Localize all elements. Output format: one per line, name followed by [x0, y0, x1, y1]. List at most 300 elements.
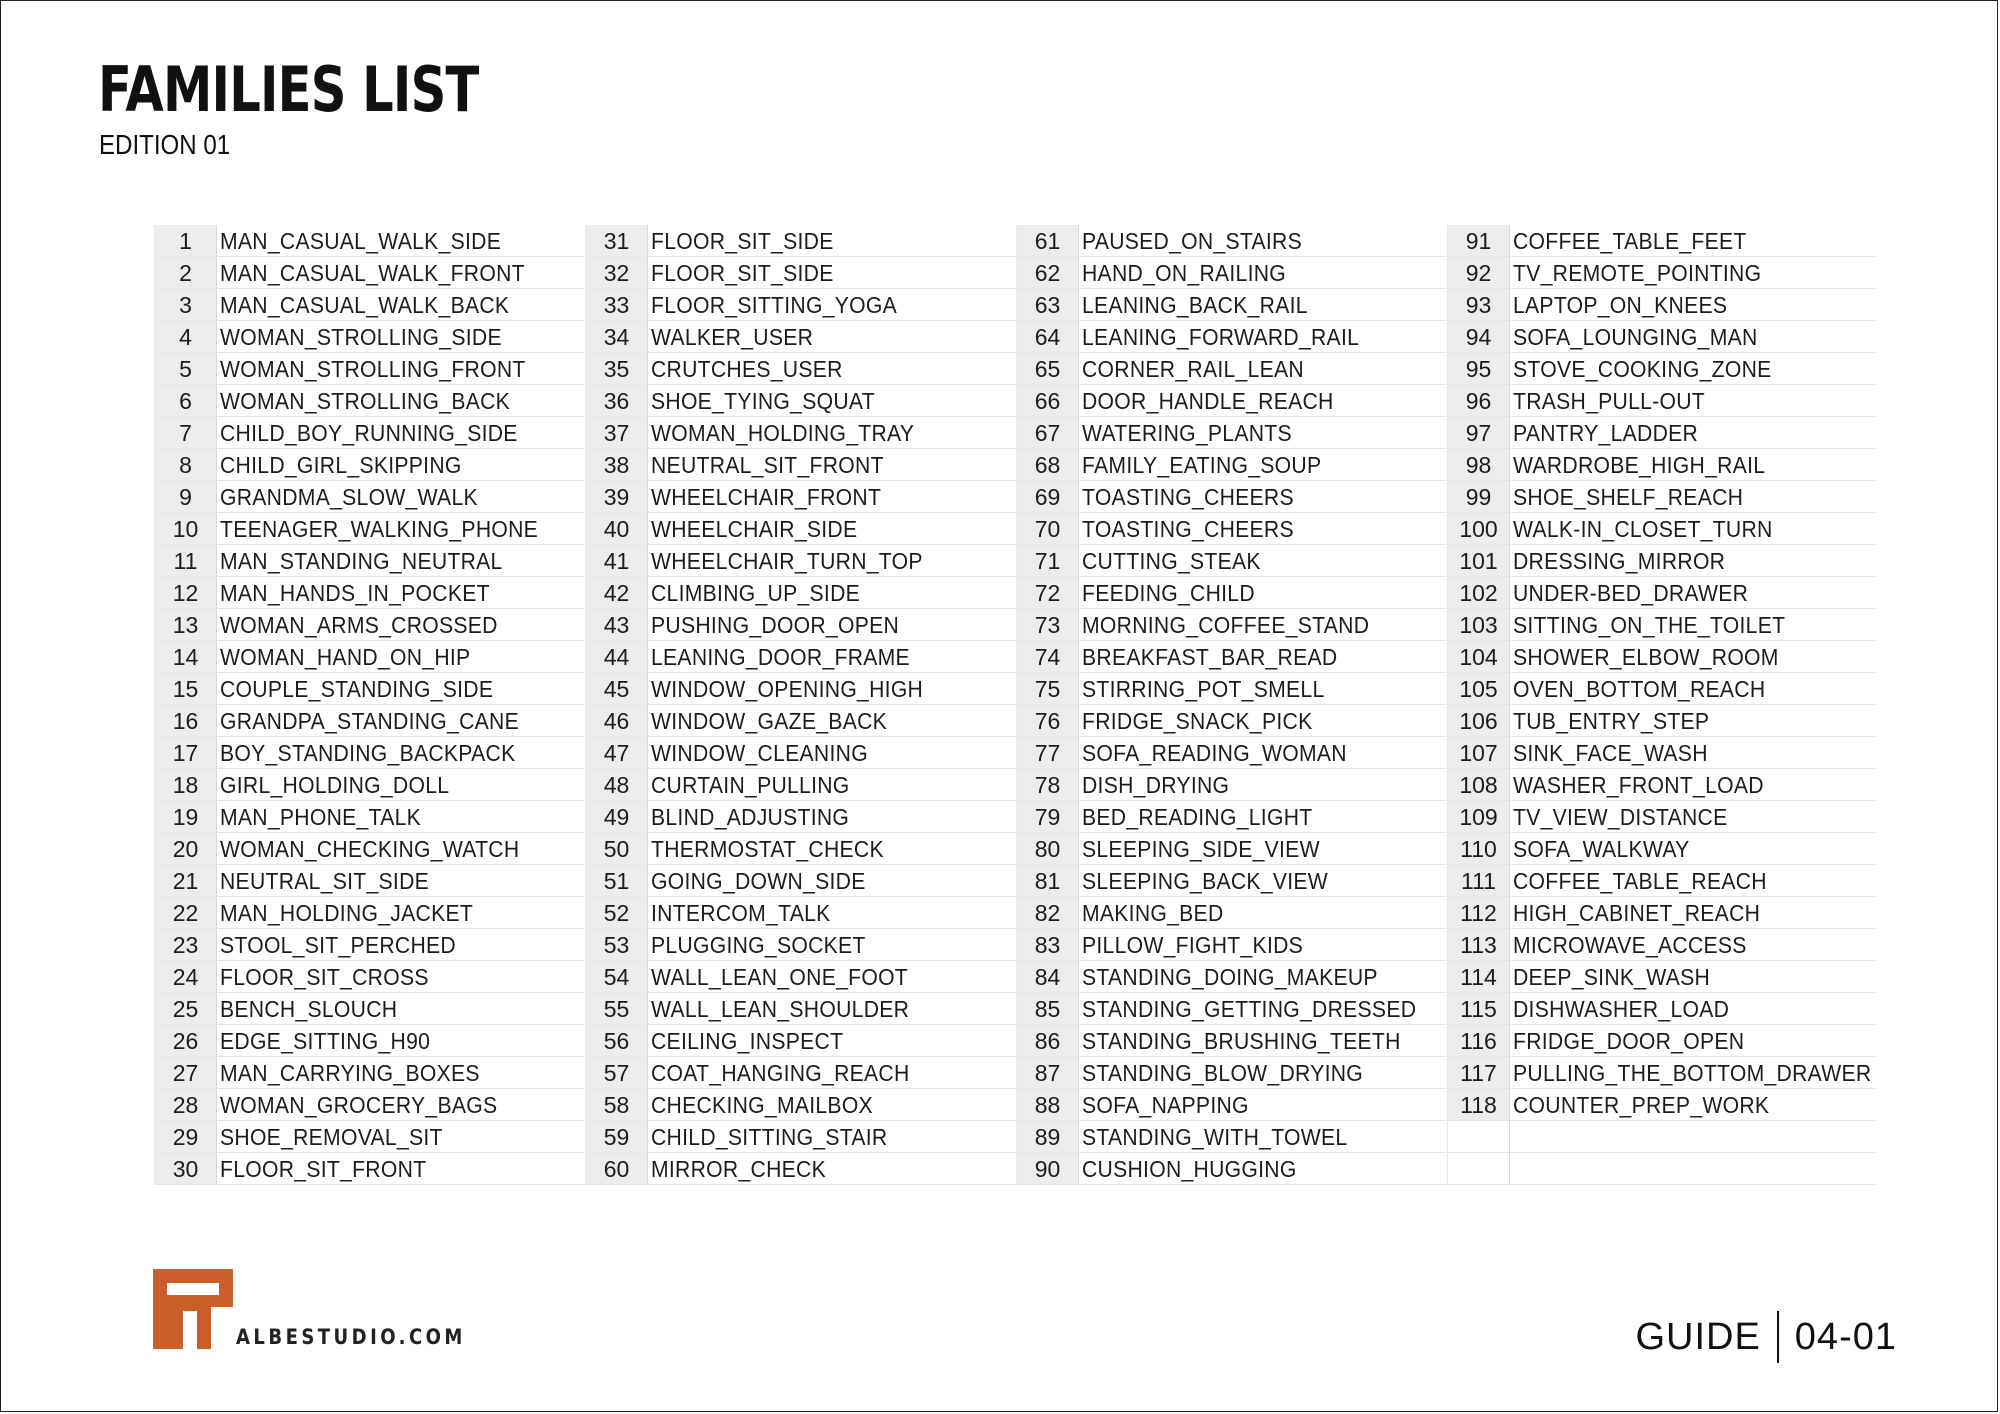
family-name-cell	[1079, 417, 1446, 448]
table-row	[154, 641, 584, 673]
table-row	[585, 513, 1015, 545]
family-name-cell	[217, 545, 584, 576]
table-row	[1016, 1025, 1446, 1057]
family-name: LEANING_DOOR_FRAME	[651, 644, 910, 670]
row-number: 55	[585, 993, 648, 1024]
row-number: 81	[1016, 865, 1079, 896]
table-row	[1016, 513, 1446, 545]
family-name: STIRRING_POT_SMELL	[1082, 676, 1325, 702]
family-name: TEENAGER_WALKING_PHONE	[220, 516, 539, 542]
table-row	[1016, 737, 1446, 769]
family-name-cell	[1079, 801, 1446, 832]
family-name-cell	[217, 961, 584, 992]
family-name: CLIMBING_UP_SIDE	[651, 580, 861, 606]
table-row	[1447, 353, 1877, 385]
family-name-cell	[1079, 353, 1446, 384]
family-name: FAMILY_EATING_SOUP	[1082, 452, 1322, 478]
table-row	[1447, 1121, 1877, 1153]
family-name: BREAKFAST_BAR_READ	[1082, 644, 1338, 670]
family-name: SOFA_NAPPING	[1082, 1092, 1249, 1118]
row-number: 63	[1016, 289, 1079, 320]
family-name-cell	[217, 929, 584, 960]
row-number: 74	[1016, 641, 1079, 672]
table-row	[154, 1153, 584, 1185]
table-row	[1016, 385, 1446, 417]
table-row	[1016, 1121, 1446, 1153]
family-name: WOMAN_CHECKING_WATCH	[220, 836, 520, 862]
table-row	[154, 577, 584, 609]
table-row	[1447, 1089, 1877, 1121]
family-name-cell	[217, 865, 584, 896]
family-name-cell	[648, 225, 1015, 256]
table-row	[585, 1057, 1015, 1089]
table-row	[154, 1025, 584, 1057]
logo-mark	[153, 1269, 233, 1349]
family-name: FLOOR_SIT_SIDE	[651, 228, 834, 254]
row-number: 82	[1016, 897, 1079, 928]
table-row	[1016, 481, 1446, 513]
table-row	[1447, 449, 1877, 481]
family-name-cell	[217, 801, 584, 832]
albestudio-logo-icon	[153, 1269, 233, 1349]
table-row	[585, 353, 1015, 385]
row-number: 84	[1016, 961, 1079, 992]
row-number: 48	[585, 769, 648, 800]
row-number: 99	[1447, 481, 1510, 512]
family-name: COUPLE_STANDING_SIDE	[220, 676, 494, 702]
family-name: WALK-IN_CLOSET_TURN	[1513, 516, 1773, 542]
row-number: 80	[1016, 833, 1079, 864]
row-number: 103	[1447, 609, 1510, 640]
family-name-cell	[648, 321, 1015, 352]
family-name-cell	[648, 961, 1015, 992]
row-number: 6	[154, 385, 217, 416]
row-number: 96	[1447, 385, 1510, 416]
family-name: STOOL_SIT_PERCHED	[220, 932, 456, 958]
table-row	[1016, 865, 1446, 897]
table-row	[585, 865, 1015, 897]
families-column-1	[154, 225, 584, 1185]
table-row	[1447, 705, 1877, 737]
table-row	[1016, 897, 1446, 929]
family-name: WINDOW_CLEANING	[651, 740, 868, 766]
table-row	[154, 225, 584, 257]
row-number: 69	[1016, 481, 1079, 512]
family-name: WINDOW_OPENING_HIGH	[651, 676, 924, 702]
family-name: FLOOR_SITTING_YOGA	[651, 292, 898, 318]
family-name-cell	[1079, 481, 1446, 512]
family-name-cell	[1510, 993, 1877, 1024]
row-number: 108	[1447, 769, 1510, 800]
family-name: FRIDGE_SNACK_PICK	[1082, 708, 1313, 734]
table-row	[1447, 545, 1877, 577]
family-name-cell	[1510, 1121, 1877, 1152]
family-name: HAND_ON_RAILING	[1082, 260, 1287, 286]
family-name: MICROWAVE_ACCESS	[1513, 932, 1747, 958]
table-row	[1016, 673, 1446, 705]
family-name: WOMAN_HAND_ON_HIP	[220, 644, 471, 670]
table-row	[1447, 385, 1877, 417]
table-row	[154, 513, 584, 545]
family-name: MAN_STANDING_NEUTRAL	[220, 548, 503, 574]
family-name-cell	[1079, 641, 1446, 672]
row-number: 14	[154, 641, 217, 672]
family-name: SOFA_WALKWAY	[1513, 836, 1690, 862]
family-name-cell	[648, 641, 1015, 672]
family-name-cell	[1079, 257, 1446, 288]
family-name-cell	[648, 993, 1015, 1024]
family-name: CHILD_BOY_RUNNING_SIDE	[220, 420, 518, 446]
table-row	[1016, 801, 1446, 833]
table-row	[585, 225, 1015, 257]
family-name: MAN_PHONE_TALK	[220, 804, 422, 830]
family-name-cell	[217, 1121, 584, 1152]
family-name: GOING_DOWN_SIDE	[651, 868, 866, 894]
row-number: 76	[1016, 705, 1079, 736]
row-number: 117	[1447, 1057, 1510, 1088]
row-number: 53	[585, 929, 648, 960]
family-name: SITTING_ON_THE_TOILET	[1513, 612, 1786, 638]
family-name-cell	[648, 481, 1015, 512]
family-name-cell	[1079, 1153, 1446, 1184]
family-name: FLOOR_SIT_SIDE	[651, 260, 834, 286]
row-number: 25	[154, 993, 217, 1024]
table-row	[154, 769, 584, 801]
family-name-cell	[217, 257, 584, 288]
family-name: MIRROR_CHECK	[651, 1156, 826, 1182]
family-name-cell	[1510, 929, 1877, 960]
table-row	[585, 641, 1015, 673]
family-name: STANDING_BRUSHING_TEETH	[1082, 1028, 1401, 1054]
family-name: WOMAN_STROLLING_FRONT	[220, 356, 526, 382]
row-number: 1	[154, 225, 217, 256]
family-name-cell	[1079, 929, 1446, 960]
family-name-cell	[1079, 961, 1446, 992]
family-name: COUNTER_PREP_WORK	[1513, 1092, 1770, 1118]
family-name: CHILD_GIRL_SKIPPING	[220, 452, 462, 478]
family-name-cell	[648, 929, 1015, 960]
table-row	[1016, 833, 1446, 865]
guide-title: GUIDE	[1635, 1315, 1761, 1358]
row-number: 110	[1447, 833, 1510, 864]
table-row	[1447, 673, 1877, 705]
family-name: BENCH_SLOUCH	[220, 996, 398, 1022]
family-name-cell	[648, 1025, 1015, 1056]
family-name-cell	[217, 705, 584, 736]
table-row	[585, 833, 1015, 865]
family-name-cell	[1510, 1057, 1903, 1088]
family-name: COFFEE_TABLE_FEET	[1513, 228, 1747, 254]
family-name-cell	[1510, 321, 1877, 352]
table-row	[585, 577, 1015, 609]
family-name: CURTAIN_PULLING	[651, 772, 850, 798]
family-name: HIGH_CABINET_REACH	[1513, 900, 1761, 926]
table-row	[585, 609, 1015, 641]
table-row	[154, 417, 584, 449]
table-row	[1447, 577, 1877, 609]
table-row	[585, 481, 1015, 513]
family-name: TOASTING_CHEERS	[1082, 484, 1294, 510]
table-row	[154, 353, 584, 385]
row-number	[1447, 1153, 1510, 1184]
family-name-cell	[1510, 1025, 1877, 1056]
row-number: 85	[1016, 993, 1079, 1024]
family-name: STANDING_WITH_TOWEL	[1082, 1124, 1348, 1150]
table-row	[1016, 1057, 1446, 1089]
row-number: 67	[1016, 417, 1079, 448]
row-number: 68	[1016, 449, 1079, 480]
family-name-cell	[648, 1153, 1015, 1184]
table-row	[154, 289, 584, 321]
family-name-cell	[1079, 1121, 1446, 1152]
row-number: 21	[154, 865, 217, 896]
family-name-cell	[217, 1057, 584, 1088]
family-name-cell	[217, 449, 584, 480]
table-row	[154, 609, 584, 641]
family-name: SOFA_READING_WOMAN	[1082, 740, 1347, 766]
table-row	[1016, 257, 1446, 289]
family-name: MAN_HOLDING_JACKET	[220, 900, 474, 926]
table-row	[1016, 289, 1446, 321]
family-name-cell	[648, 545, 1015, 576]
row-number: 109	[1447, 801, 1510, 832]
table-row	[585, 545, 1015, 577]
table-row	[1447, 865, 1877, 897]
row-number: 23	[154, 929, 217, 960]
family-name-cell	[1510, 417, 1877, 448]
family-name-cell	[1510, 257, 1877, 288]
family-name: TRASH_PULL-OUT	[1513, 388, 1705, 414]
table-row	[154, 737, 584, 769]
family-name-cell	[217, 673, 584, 704]
family-name-cell	[217, 769, 584, 800]
table-row	[154, 929, 584, 961]
family-name: PULLING_THE_BOTTOM_DRAWER	[1513, 1060, 1872, 1086]
row-number: 34	[585, 321, 648, 352]
family-name-cell	[648, 353, 1015, 384]
family-name: FLOOR_SIT_FRONT	[220, 1156, 427, 1182]
table-row	[585, 801, 1015, 833]
table-row	[154, 833, 584, 865]
family-name: THERMOSTAT_CHECK	[651, 836, 884, 862]
family-name-cell	[217, 289, 584, 320]
family-name: CHILD_SITTING_STAIR	[651, 1124, 888, 1150]
family-name: DOOR_HANDLE_REACH	[1082, 388, 1334, 414]
table-row	[585, 929, 1015, 961]
family-name: WALKER_USER	[651, 324, 814, 350]
table-row	[1447, 833, 1877, 865]
row-number: 65	[1016, 353, 1079, 384]
guide-label	[1635, 1311, 1897, 1363]
family-name-cell	[1510, 545, 1877, 576]
family-name: WOMAN_GROCERY_BAGS	[220, 1092, 498, 1118]
table-row	[154, 385, 584, 417]
family-name: TV_REMOTE_POINTING	[1513, 260, 1762, 286]
family-name: MAN_CASUAL_WALK_BACK	[220, 292, 510, 318]
row-number: 42	[585, 577, 648, 608]
table-row	[585, 289, 1015, 321]
row-number: 22	[154, 897, 217, 928]
family-name-cell	[648, 705, 1015, 736]
family-name-cell	[648, 865, 1015, 896]
table-row	[1016, 705, 1446, 737]
row-number: 8	[154, 449, 217, 480]
family-name-cell	[1510, 833, 1877, 864]
family-name: DISH_DRYING	[1082, 772, 1230, 798]
table-row	[154, 1121, 584, 1153]
family-name: OVEN_BOTTOM_REACH	[1513, 676, 1766, 702]
family-name: INTERCOM_TALK	[651, 900, 831, 926]
family-name: WATERING_PLANTS	[1082, 420, 1292, 446]
table-row	[154, 865, 584, 897]
family-name: LEANING_BACK_RAIL	[1082, 292, 1308, 318]
row-number: 31	[585, 225, 648, 256]
row-number: 41	[585, 545, 648, 576]
table-row	[585, 705, 1015, 737]
table-row	[585, 385, 1015, 417]
table-row	[1016, 321, 1446, 353]
table-row	[1016, 609, 1446, 641]
row-number: 47	[585, 737, 648, 768]
family-name-cell	[1510, 225, 1877, 256]
table-row	[1447, 641, 1877, 673]
family-name: SHOE_TYING_SQUAT	[651, 388, 875, 414]
family-name: GRANDPA_STANDING_CANE	[220, 708, 519, 734]
family-name: GIRL_HOLDING_DOLL	[220, 772, 450, 798]
row-number: 93	[1447, 289, 1510, 320]
family-name-cell	[1079, 289, 1446, 320]
row-number: 78	[1016, 769, 1079, 800]
page-title: FAMILIES LIST	[98, 53, 479, 126]
row-number: 89	[1016, 1121, 1079, 1152]
family-name: COAT_HANGING_REACH	[651, 1060, 910, 1086]
row-number: 116	[1447, 1025, 1510, 1056]
row-number: 77	[1016, 737, 1079, 768]
table-row	[154, 1089, 584, 1121]
row-number: 92	[1447, 257, 1510, 288]
family-name-cell	[217, 225, 584, 256]
family-name: COFFEE_TABLE_REACH	[1513, 868, 1767, 894]
table-row	[585, 897, 1015, 929]
row-number: 15	[154, 673, 217, 704]
family-name: WOMAN_STROLLING_SIDE	[220, 324, 502, 350]
family-name: SINK_FACE_WASH	[1513, 740, 1708, 766]
family-name-cell	[648, 449, 1015, 480]
row-number: 50	[585, 833, 648, 864]
row-number: 11	[154, 545, 217, 576]
family-name-cell	[1079, 737, 1446, 768]
family-name: WHEELCHAIR_FRONT	[651, 484, 882, 510]
row-number: 17	[154, 737, 217, 768]
row-number: 4	[154, 321, 217, 352]
families-column-3	[1016, 225, 1446, 1185]
row-number: 94	[1447, 321, 1510, 352]
row-number: 114	[1447, 961, 1510, 992]
guide-divider	[1777, 1311, 1779, 1363]
family-name-cell	[1079, 577, 1446, 608]
row-number: 83	[1016, 929, 1079, 960]
table-row	[1447, 961, 1877, 993]
row-number: 62	[1016, 257, 1079, 288]
family-name-cell	[1510, 513, 1877, 544]
family-name: DRESSING_MIRROR	[1513, 548, 1726, 574]
family-name-cell	[1079, 225, 1446, 256]
family-name-cell	[217, 993, 584, 1024]
family-name-cell	[1079, 769, 1446, 800]
family-name: CORNER_RAIL_LEAN	[1082, 356, 1304, 382]
family-name-cell	[1079, 673, 1446, 704]
row-number: 113	[1447, 929, 1510, 960]
row-number: 27	[154, 1057, 217, 1088]
family-name: MAN_CARRYING_BOXES	[220, 1060, 480, 1086]
table-row	[1447, 929, 1877, 961]
row-number: 64	[1016, 321, 1079, 352]
family-name: MAN_CASUAL_WALK_SIDE	[220, 228, 502, 254]
family-name: CUTTING_STEAK	[1082, 548, 1261, 574]
row-number: 5	[154, 353, 217, 384]
table-row	[585, 1153, 1015, 1185]
row-number: 54	[585, 961, 648, 992]
table-row	[1016, 641, 1446, 673]
family-name: DEEP_SINK_WASH	[1513, 964, 1711, 990]
table-row	[1447, 993, 1877, 1025]
row-number: 32	[585, 257, 648, 288]
family-name-cell	[1079, 385, 1446, 416]
family-name-cell	[648, 1057, 1015, 1088]
row-number: 118	[1447, 1089, 1510, 1120]
family-name: PAUSED_ON_STAIRS	[1082, 228, 1302, 254]
table-row	[1447, 417, 1877, 449]
table-row	[585, 1121, 1015, 1153]
family-name-cell	[217, 417, 584, 448]
family-name-cell	[1510, 673, 1877, 704]
table-row	[1016, 1153, 1446, 1185]
family-name: STANDING_BLOW_DRYING	[1082, 1060, 1364, 1086]
family-name: WALL_LEAN_ONE_FOOT	[651, 964, 909, 990]
family-name-cell	[648, 1089, 1015, 1120]
row-number: 112	[1447, 897, 1510, 928]
family-name-cell	[217, 481, 584, 512]
row-number: 98	[1447, 449, 1510, 480]
family-name-cell	[648, 257, 1015, 288]
row-number: 79	[1016, 801, 1079, 832]
table-row	[1447, 481, 1877, 513]
family-name-cell	[217, 897, 584, 928]
family-name: MAKING_BED	[1082, 900, 1224, 926]
family-name-cell	[1510, 577, 1877, 608]
family-name: CUSHION_HUGGING	[1082, 1156, 1297, 1182]
row-number: 39	[585, 481, 648, 512]
family-name-cell	[1079, 513, 1446, 544]
table-row	[585, 449, 1015, 481]
row-number: 91	[1447, 225, 1510, 256]
table-row	[1447, 289, 1877, 321]
table-row	[585, 961, 1015, 993]
row-number: 75	[1016, 673, 1079, 704]
family-name: STANDING_DOING_MAKEUP	[1082, 964, 1378, 990]
family-name: GRANDMA_SLOW_WALK	[220, 484, 478, 510]
row-number: 46	[585, 705, 648, 736]
row-number: 30	[154, 1153, 217, 1184]
row-number: 45	[585, 673, 648, 704]
table-row	[1016, 417, 1446, 449]
table-row	[585, 673, 1015, 705]
family-name-cell	[217, 385, 584, 416]
row-number: 72	[1016, 577, 1079, 608]
family-name: MORNING_COFFEE_STAND	[1082, 612, 1370, 638]
table-row	[1016, 225, 1446, 257]
family-name-cell	[1510, 897, 1877, 928]
